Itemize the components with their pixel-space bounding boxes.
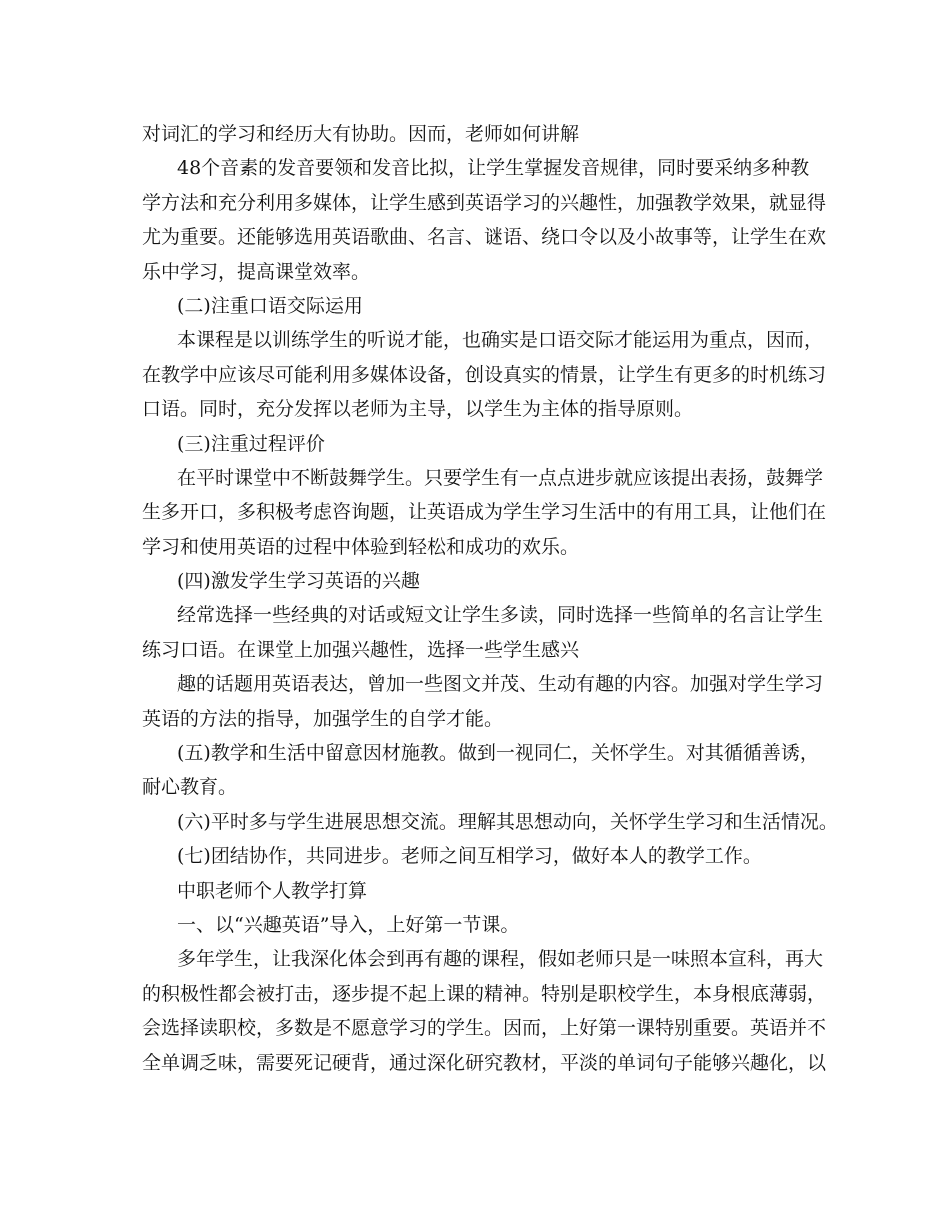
text-line: 练习口语。在课堂上加强兴趣性，选择一些学生感兴	[142, 638, 580, 661]
text-line: 多年学生，让我深化体会到再有趣的课程，假如老师只是一味照本宣科，再大	[177, 948, 824, 971]
text-line: 尤为重要。还能够选用英语歌曲、名言、谜语、绕口令以及小故事等，让学生在欢	[142, 226, 827, 249]
text-line: (六)平时多与学生进展思想交流。理解其思想动向，关怀学生学习和生活情况。	[177, 810, 838, 833]
text-line: 在平时课堂中不断鼓舞学生。只要学生有一点点进步就应该提出表扬，鼓舞学	[177, 466, 824, 489]
section-heading: (四)激发学生学习英语的兴趣	[177, 570, 420, 593]
text-line: 全单调乏味，需要死记硬背，通过深化研究教材，平淡的单词句子能够兴趣化，以	[142, 1051, 827, 1074]
text-line: 学方法和充分利用多媒体，让学生感到英语学习的兴趣性，加强教学效果，就显得	[142, 191, 827, 214]
text-line: 乐中学习，提高课堂效率。	[142, 260, 371, 283]
text-line: 英语的方法的指导，加强学生的自学才能。	[142, 707, 504, 730]
text-line: 趣的话题用英语表达，曾加一些图文并茂、生动有趣的内容。加强对学生学习	[177, 673, 824, 696]
text-line: 学习和使用英语的过程中体验到轻松和成功的欢乐。	[142, 535, 580, 558]
text-line: 对词汇的学习和经历大有协助。因而，老师如何讲解	[142, 123, 580, 145]
text-line: 48个音素的发音要领和发音比拟，让学生掌握发音规律，同时要采纳多种教	[177, 157, 810, 180]
section-heading: 中职老师个人教学打算	[177, 879, 368, 902]
text-line: (五)教学和生活中留意因材施教。做到一视同仁，关怀学生。对其循循善诱，	[177, 742, 819, 765]
section-heading: 一、以“兴趣英语”导入，上好第一节课。	[177, 913, 520, 936]
text-line: 在教学中应该尽可能利用多媒体设备，创设真实的情景，让学生有更多的时机练习	[142, 363, 827, 386]
text-line: 生多开口，多积极考虑咨询题，让英语成为学生学习生活中的有用工具，让他们在	[142, 501, 827, 524]
text-line: 经常选择一些经典的对话或短文让学生多读，同时选择一些简单的名言让学生	[177, 604, 824, 627]
section-heading: (三)注重过程评价	[177, 432, 325, 455]
text-line: 的积极性都会被打击，逐步提不起上课的精神。特别是职校学生，本身根底薄弱，	[142, 982, 827, 1005]
text-line: (七)团结协作，共同进步。老师之间互相学习，做好本人的教学工作。	[177, 845, 762, 868]
document-body	[142, 117, 838, 1080]
section-heading: (二)注重口语交际运用	[177, 294, 363, 317]
text-line: 会选择读职校，多数是不愿意学习的学生。因而，上好第一课特别重要。英语并不	[142, 1017, 827, 1040]
text-line: 口语。同时，充分发挥以老师为主导，以学生为主体的指导原则。	[142, 398, 694, 421]
text-line: 本课程是以训练学生的听说才能，也确实是口语交际才能运用为重点，因而，	[177, 329, 824, 352]
text-line: 耐心教育。	[142, 776, 238, 799]
